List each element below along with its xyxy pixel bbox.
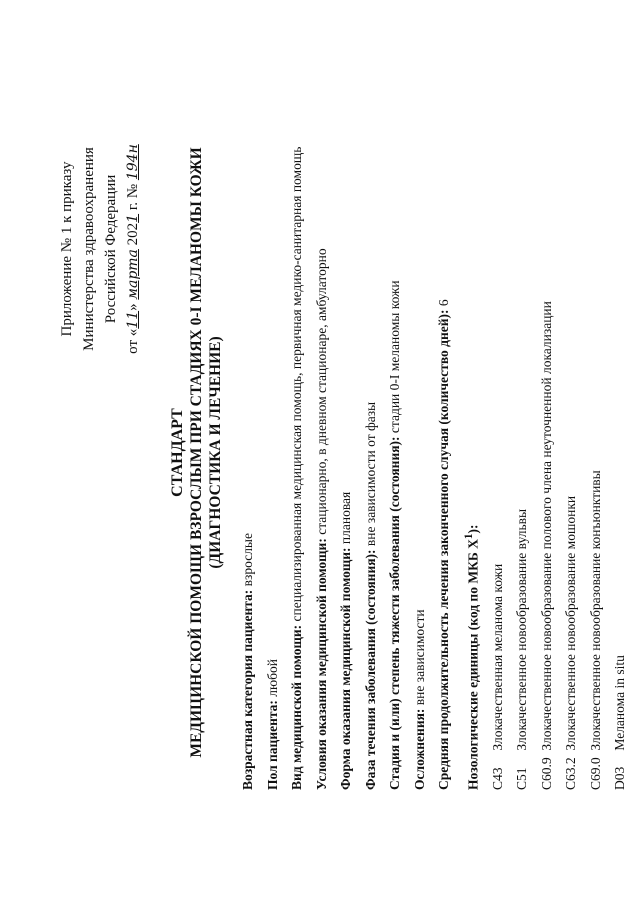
approval-block <box>56 84 144 414</box>
icd-name: Злокачественное новообразование конъюнктивы <box>587 470 603 751</box>
icd-name: Злокачественное новообразование полового члена неуточненной локализации <box>538 301 554 751</box>
nosology-label: Нозологические единицы (код по МКБ X <box>465 539 480 790</box>
field-value: 6 <box>436 299 451 310</box>
date-suffix: г. № <box>125 183 141 214</box>
field-value: любой <box>264 659 280 701</box>
nosology-item <box>510 30 535 790</box>
date-year-prefix: 202 <box>125 222 141 250</box>
icd-code: C43 <box>489 767 505 790</box>
field-label: Вид медицинской помощи: <box>289 624 304 790</box>
field-label: Стадия и (или) степень тяжести заболевания (состояния): <box>387 436 402 790</box>
nosology-heading <box>457 30 486 790</box>
approval-line-3: Российской Федерации <box>103 174 119 324</box>
field-complications <box>408 30 433 790</box>
field-age-category <box>236 30 261 790</box>
icd-name: Злокачественная меланома кожи <box>489 563 505 751</box>
document-body <box>236 30 633 790</box>
date-day: 11 <box>125 310 141 329</box>
date-month: марта <box>125 249 141 300</box>
field-disease-phase <box>359 30 384 790</box>
nosology-item <box>559 30 584 790</box>
footnote-marker: 1 <box>462 533 475 540</box>
nosology-item <box>535 30 560 790</box>
date-prefix: от « <box>125 328 141 354</box>
field-label: Фаза течения заболевания (состояния): <box>362 549 378 790</box>
icd-code: C60.9 <box>538 757 554 790</box>
field-avg-duration <box>432 30 457 790</box>
field-value: стационарно, в дневном стационаре, амбулаторно <box>313 248 329 539</box>
field-value: вне зависимости от фазы <box>362 401 378 550</box>
approval-date-line <box>122 84 144 414</box>
icd-code: C63.2 <box>563 757 578 790</box>
icd-code: D03 <box>612 766 627 790</box>
field-label: Условия оказания медицинской помощи: <box>313 538 329 790</box>
field-label: Осложнения: <box>411 708 427 790</box>
field-value: взрослые <box>240 533 255 590</box>
icd-name: Злокачественное новообразование вульвы <box>514 508 529 751</box>
date-year-digit: 1 <box>125 213 141 223</box>
field-sex <box>261 30 286 790</box>
field-value: плановая <box>338 491 353 548</box>
date-mid: » <box>125 303 141 311</box>
nosology-label-end: ): <box>465 524 480 534</box>
field-value: вне зависимости <box>411 609 427 709</box>
approval-line-1: Приложение № 1 к приказу <box>59 161 75 337</box>
title-line-2: МЕДИЦИНСКОЙ ПОМОЩИ ВЗРОСЛЫМ ПРИ СТАДИЯХ 0-I МЕЛАНОМЫ КОЖИ <box>188 147 205 758</box>
field-label: Форма оказания медицинской помощи: <box>338 547 353 790</box>
title-line-3: (ДИАГНОСТИКА И ЛЕЧЕНИЕ) <box>207 336 224 569</box>
field-label: Пол пациента: <box>264 700 280 790</box>
field-label: Средняя продолжительность лечения законченного случая (количество дней): <box>436 309 451 790</box>
icd-name: Злокачественное новообразование мошонки <box>563 495 578 751</box>
nosology-item <box>486 30 511 790</box>
field-care-form <box>334 30 359 790</box>
approval-line-2: Министерства здравоохранения <box>81 147 97 351</box>
field-label: Возрастная категория пациента: <box>240 589 255 790</box>
order-number: 194н <box>125 144 141 181</box>
nosology-item <box>608 30 633 790</box>
field-disease-stage <box>383 30 408 790</box>
document-title <box>168 0 225 905</box>
field-value: специализированная медицинская помощь, первичная медико-санитарная помощь <box>289 146 304 625</box>
icd-code: C51 <box>514 767 529 790</box>
title-line-1: СТАНДАРТ <box>169 408 186 497</box>
field-care-type <box>285 30 310 790</box>
icd-code: C69.0 <box>587 757 603 790</box>
icd-name: Меланома in situ <box>612 655 627 751</box>
field-value: стадии 0-I меланомы кожи <box>387 280 402 437</box>
nosology-item <box>584 30 609 790</box>
field-care-conditions <box>310 30 335 790</box>
